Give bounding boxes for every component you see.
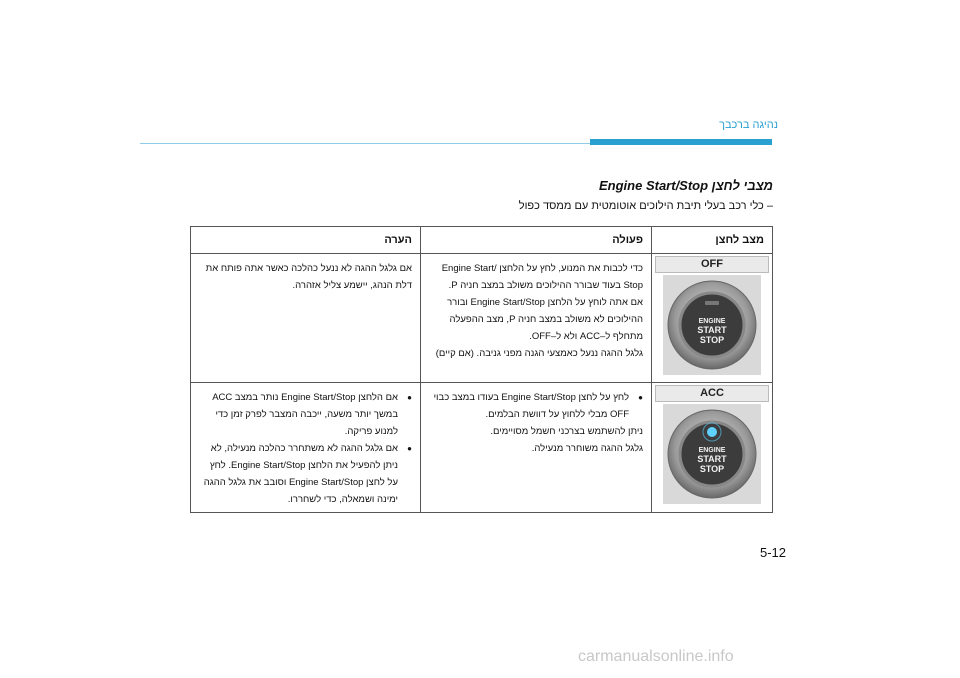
button-text-start: START xyxy=(697,325,727,335)
mode-cell-acc xyxy=(652,383,773,513)
button-text-start: START xyxy=(697,454,727,464)
header-note: הערה xyxy=(191,227,421,254)
table-header-row xyxy=(191,227,773,254)
modes-table xyxy=(190,226,773,513)
operation-text: גלגל ההגה ננעל כאמצעי הגנה מפני גניבה. (אם קיים) xyxy=(435,348,643,359)
engine-button-off-icon xyxy=(663,275,761,375)
operation-text: אם אתה לוחץ על הלחצן Engine Start/Stop ובורר ההילוכים לא משולב במצב חניה P, מצב ההפעלה מתחלף ל–ACC ולא ל–OFF. xyxy=(447,297,643,342)
operation-text: כדי לכבות את המנוע, לחץ על הלחצן Engine Start/ Stop בעוד שבורר ההילוכים משולב במצב חניה P. xyxy=(441,263,643,291)
table-row xyxy=(191,383,773,513)
mode-label: ACC xyxy=(655,385,769,402)
button-text-engine: ENGINE xyxy=(698,318,726,325)
note-text: ● אם גלגל ההגה לא משתחרר כהלכה מנעילה, לא ניתן להפעיל את הלחצן Engine Start/Stop. לחץ על לחצן Engine Start/Stop וסובב את גלגל ההגה ימינה ושמאלה, כדי לשחררו. xyxy=(199,440,412,508)
header-operation: פעולה xyxy=(421,227,652,254)
operation-text: ● לחץ על לחצן Engine Start/Stop בעודו במצב כבוי OFF מבלי ללחוץ על דוושת הבלמים. xyxy=(429,389,643,423)
watermark: carmanualsonline.info xyxy=(578,648,734,665)
mode-cell-off xyxy=(652,254,773,383)
note-cell-acc xyxy=(191,383,421,513)
operation-text: ניתן להשתמש בצרכני חשמל מסויימים. xyxy=(490,426,643,437)
table-row xyxy=(191,254,773,383)
note-text: ● אם הלחצן Engine Start/Stop נותר במצב ACC במשך יותר משעה, ייכבה המצבר לפרק זמן כדי למנוע פריקה. xyxy=(199,389,412,440)
header-rule xyxy=(140,143,590,144)
mode-label: OFF xyxy=(655,256,769,273)
operation-text: גלגל ההגה משוחרר מנעילה. xyxy=(531,443,643,454)
note-cell-off xyxy=(191,254,421,383)
header-mode: מצב לחצן xyxy=(652,227,773,254)
operation-cell-acc xyxy=(421,383,652,513)
button-text-stop: STOP xyxy=(699,464,725,474)
button-text-engine: ENGINE xyxy=(698,447,726,454)
section-title: מצבי לחצן Engine Start/Stop xyxy=(599,178,773,193)
header-accent-bar xyxy=(590,139,772,145)
operation-cell-off xyxy=(421,254,652,383)
section-subtitle: – כלי רכב בעלי תיבת הילוכים אוטומטית עם ממסד כפול xyxy=(518,200,773,212)
button-text-stop: STOP xyxy=(699,335,725,345)
engine-button-acc-icon xyxy=(663,404,761,504)
note-text: אם גלגל ההגה לא ננעל כהלכה כאשר אתה פותח את דלת הנהג, יישמע צליל אזהרה. xyxy=(205,263,412,291)
chapter-title: נהיגה ברכבך xyxy=(719,119,778,131)
page-number: 5-12 xyxy=(760,545,787,560)
